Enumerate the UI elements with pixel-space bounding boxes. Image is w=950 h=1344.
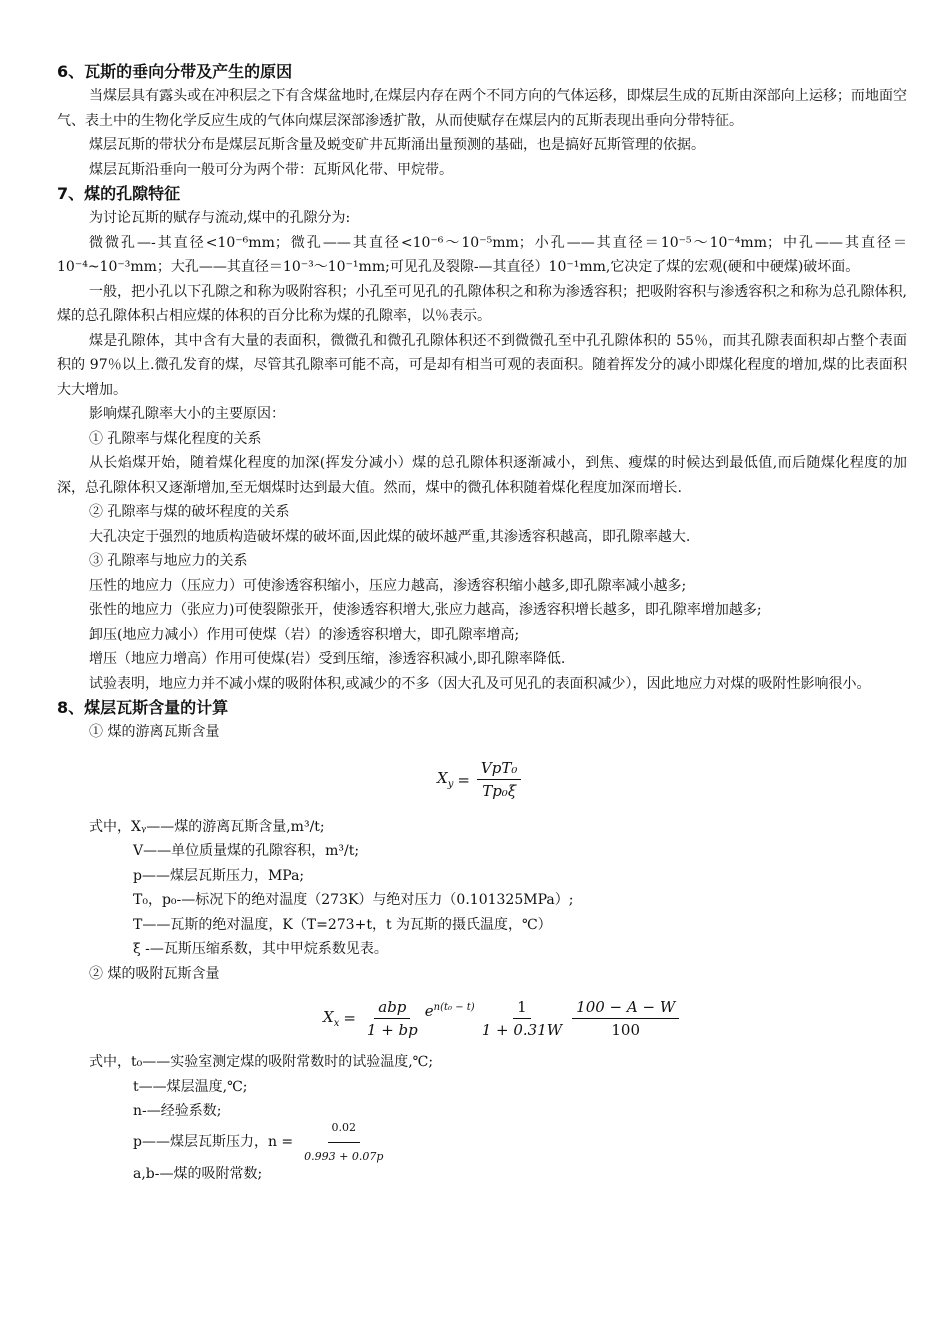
formula2-lhs-sub: x <box>333 1017 340 1029</box>
formula2-denominator-1: 1 + bp <box>366 1020 418 1039</box>
def-line-2: V——单位质量煤的孔隙容积，m³/t; <box>133 843 360 859</box>
sec7-paragraph-3: 一般，把小孔以下孔隙之和称为吸附容积；小孔至可见孔的孔隙体积之和称为渗透容积；把吸附容积与渗透容积之和称为总孔隙体积,煤的总孔隙体积占相应煤的体积的百分比称为煤的孔隙率，以％表示。 <box>57 283 907 324</box>
sec7-item-3: ③ 孔隙率与地应力的关系 <box>89 553 248 569</box>
def-line-8: t——煤层温度,℃; <box>133 1078 248 1095</box>
formula-fraction <box>477 759 521 800</box>
sec7-paragraph-1: 为讨论瓦斯的赋存与流动,煤中的孔隙分为: <box>89 210 351 226</box>
def-line-5: T——瓦斯的绝对温度，K（T=273+t，t 为瓦斯的摄氏温度，℃） <box>133 916 552 933</box>
formula2-exponential <box>425 1002 475 1020</box>
section-6-title: 6、瓦斯的垂向分带及产生的原因 <box>57 62 293 81</box>
equals-sign-2: = <box>343 1009 356 1027</box>
formula2-numerator-2: 1 <box>513 998 531 1019</box>
def-line-1: 式中，Xᵧ——煤的游离瓦斯含量,m³/t; <box>89 818 325 835</box>
document-page <box>57 60 907 1186</box>
formula2-fraction-2 <box>478 998 566 1039</box>
formula2-numerator-3: 100 − A − W <box>572 998 679 1019</box>
formula2-denominator-2: 1 + 0.31W <box>481 1020 563 1039</box>
formula-lhs-sub: y <box>447 779 454 790</box>
free-gas-formula <box>437 751 907 809</box>
sec7-item-1: ① 孔隙率与煤化程度的关系 <box>89 430 262 447</box>
def-line-10 <box>57 1120 907 1163</box>
sec7-paragraph-15: 试验表明，地应力并不减小煤的吸附体积,或减少的不多（因大孔及可见孔的表面积减少），因此地应力对煤的吸附性影响很小。 <box>89 675 871 692</box>
def-line-3: p——煤层瓦斯压力，MPa; <box>133 867 305 884</box>
sec7-paragraph-5: 影响煤孔隙率大小的主要原因： <box>89 406 285 422</box>
formula2-denominator-3: 100 <box>611 1020 641 1039</box>
sec6-paragraph-2: 煤层瓦斯的带状分布是煤层瓦斯含量及蜕变矿井瓦斯涌出量预测的基础，也是搞好瓦斯管理的依据。 <box>89 137 705 153</box>
formula-lhs-var: X <box>437 769 448 787</box>
n-formula-denominator: 0.993 + 0.07p <box>304 1150 384 1163</box>
sec7-paragraph-2: 微微孔—-其直径<10⁻⁶mm；微孔——其直径<10⁻⁶～10⁻⁵mm；小孔——其直径＝10⁻⁵～10⁻⁴mm；中孔——其直径＝10⁻⁴~10⁻³mm；大孔——其直径＝10⁻³～10⁻¹mm;可见孔及裂隙-—其直径）10⁻¹mm,它决定了煤的宏观(硬和中硬煤)破坏面。 <box>57 234 907 275</box>
formula-lhs <box>437 769 453 790</box>
sec7-paragraph-12: 张性的地应力（张应力)可使裂隙张开，使渗透容积增大,张应力越高，渗透容积增长越多，即孔隙率增加越多; <box>89 602 762 618</box>
sec7-paragraph-4: 煤是孔隙体，其中含有大量的表面积，微微孔和微孔孔隙体积还不到微微孔至中孔孔隙体积的 55％，而其孔隙表面积却占整个表面积的 97％以上.微孔发育的煤，尽管其孔隙率可能不高，可是却有相当可观的表面积。随着挥发分的减小即煤化程度的增加,煤的比表面积大大增加。 <box>57 332 907 398</box>
formula2-fraction-1 <box>363 998 422 1039</box>
n-formula-lhs: n = <box>267 1134 294 1151</box>
formula-numerator: VpT₀ <box>477 759 521 780</box>
adsorbed-gas-formula <box>323 990 907 1046</box>
formula2-fraction-3 <box>572 998 679 1039</box>
def-line-11: a,b-—煤的吸附常数; <box>133 1165 263 1182</box>
sec8-item-2: ② 煤的吸附瓦斯含量 <box>89 965 220 982</box>
sec7-paragraph-11: 压性的地应力（压应力）可使渗透容积缩小，压应力越高，渗透容积缩小越多,即孔隙率减小越多; <box>89 577 687 594</box>
sec7-paragraph-9: 大孔决定于强烈的地质构造破坏煤的破坏面,因此煤的破坏越严重,其渗透容积越高，即孔隙率越大. <box>89 528 691 545</box>
n-formula-numerator: 0.02 <box>328 1116 361 1144</box>
sec7-paragraph-13: 卸压(地应力减小）作用可使煤（岩）的渗透容积增大，即孔隙率增高; <box>89 626 520 643</box>
sec6-paragraph-1: 当煤层具有露头或在冲积层之下有含煤盆地时,在煤层内存在两个不同方向的气体运移，即煤层生成的瓦斯由深部向上运移；而地面空气、表土中的生物化学反应生成的气体向煤层深部渗透扩散，从而使赋存在煤层内的瓦斯表现出垂向分带特征。 <box>57 88 907 129</box>
equals-sign: = <box>457 770 470 789</box>
def-line-6: ξ -—瓦斯压缩系数，其中甲烷系数见表。 <box>133 941 388 957</box>
sec8-item-1: ① 煤的游离瓦斯含量 <box>89 724 220 740</box>
def-line-7: 式中，t₀——实验室测定煤的吸附常数时的试验温度,℃; <box>89 1054 434 1070</box>
def-line-10-text: p——煤层瓦斯压力， <box>133 1134 268 1151</box>
sec7-paragraph-14: 增压（地应力增高）作用可使煤(岩）受到压缩，渗透容积减小,即孔隙率降低. <box>89 651 566 667</box>
section-8-title: 8、煤层瓦斯含量的计算 <box>57 698 229 717</box>
def-line-4: T₀，p₀-—标况下的绝对温度（273K）与绝对压力（0.101325MPa）; <box>133 892 574 908</box>
n-formula <box>268 1116 390 1170</box>
exp-base: e <box>424 1002 434 1020</box>
sec7-item-2: ② 孔隙率与煤的破坏程度的关系 <box>89 504 290 520</box>
def-line-9: n-—经验系数; <box>133 1103 222 1119</box>
formula2-numerator-1: abp <box>374 998 410 1019</box>
n-formula-fraction <box>300 1116 387 1170</box>
exp-power: n(t₀ − t) <box>433 1002 475 1013</box>
formula2-lhs-var: X <box>323 1007 334 1026</box>
sec7-paragraph-7: 从长焰煤开始，随着煤化程度的加深(挥发分减小）煤的总孔隙体积逐渐减小，到焦、瘦煤的时候达到最低值,而后随煤化程度的加深，总孔隙体积又逐渐增加,至无烟煤时达到最大值。然而，煤中的微孔体积随着煤化程度加深而增长. <box>57 455 907 496</box>
sec6-paragraph-3: 煤层瓦斯沿垂向一般可分为两个带：瓦斯风化带、甲烷带。 <box>89 161 453 178</box>
formula-denominator: Tp₀ξ <box>482 782 517 800</box>
formula2-lhs <box>323 1008 339 1029</box>
section-7-title: 7、煤的孔隙特征 <box>57 184 181 203</box>
